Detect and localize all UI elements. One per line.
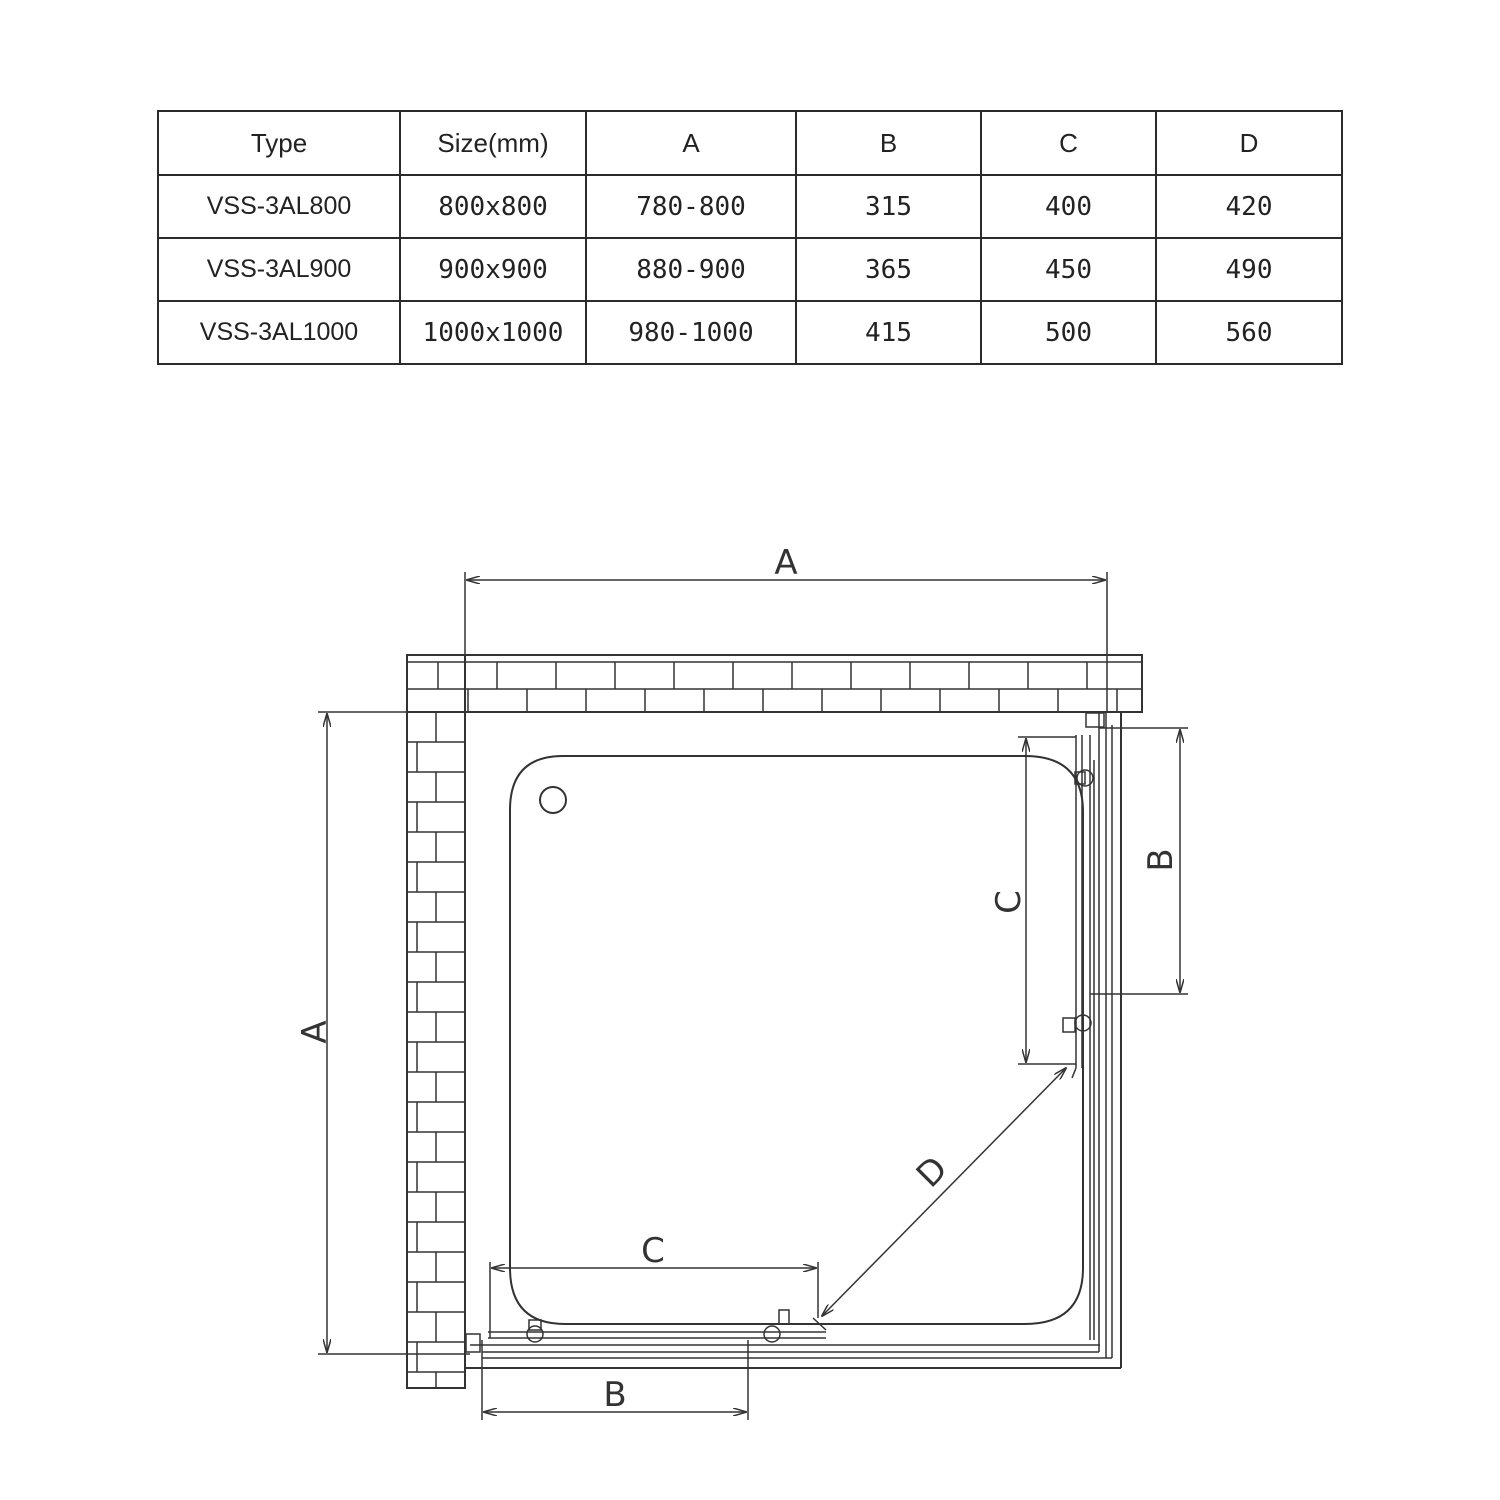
header-d: D	[1156, 111, 1342, 175]
cell-d: 420	[1156, 175, 1342, 238]
dimension-c-bottom	[490, 1231, 818, 1338]
dim-a-left-label: A	[295, 1020, 335, 1044]
cell-size: 900x900	[400, 238, 586, 301]
cell-b: 315	[796, 175, 981, 238]
dim-b-right-label: B	[1141, 848, 1181, 872]
dimension-c-right	[989, 737, 1076, 1064]
right-sliding-door	[1063, 735, 1094, 1340]
cell-type: VSS-3AL800	[158, 175, 400, 238]
dimension-b-right	[1090, 728, 1188, 994]
cell-type: VSS-3AL900	[158, 238, 400, 301]
cell-a: 980-1000	[586, 301, 796, 364]
roller-icon	[764, 1326, 780, 1342]
header-size: Size(mm)	[400, 111, 586, 175]
dimension-a-left	[295, 712, 470, 1354]
drain-icon	[540, 787, 566, 813]
dim-b-bottom-label: B	[603, 1375, 627, 1415]
dim-d-label: D	[908, 1148, 956, 1196]
dim-a-top-label: A	[774, 543, 798, 583]
top-brick-wall	[407, 655, 1142, 712]
cell-c: 500	[981, 301, 1156, 364]
cell-d: 490	[1156, 238, 1342, 301]
header-c: C	[981, 111, 1156, 175]
header-b: B	[796, 111, 981, 175]
cell-a: 780-800	[586, 175, 796, 238]
cell-d: 560	[1156, 301, 1342, 364]
cell-type: VSS-3AL1000	[158, 301, 400, 364]
header-type: Type	[158, 111, 400, 175]
cell-b: 365	[796, 238, 981, 301]
shower-tray	[510, 756, 1083, 1324]
cell-c: 400	[981, 175, 1156, 238]
dimension-d-diagonal	[822, 1068, 1066, 1316]
dimension-a-top	[465, 543, 1107, 712]
cell-size: 800x800	[400, 175, 586, 238]
cell-b: 415	[796, 301, 981, 364]
enclosure-frame	[465, 712, 1121, 1368]
cell-c: 450	[981, 238, 1156, 301]
bottom-sliding-door	[488, 1310, 826, 1342]
dim-c-right-label: C	[989, 890, 1029, 914]
dim-c-bottom-label: C	[641, 1231, 665, 1271]
left-brick-wall	[407, 655, 465, 1388]
cell-a: 880-900	[586, 238, 796, 301]
cell-size: 1000x1000	[400, 301, 586, 364]
header-a: A	[586, 111, 796, 175]
